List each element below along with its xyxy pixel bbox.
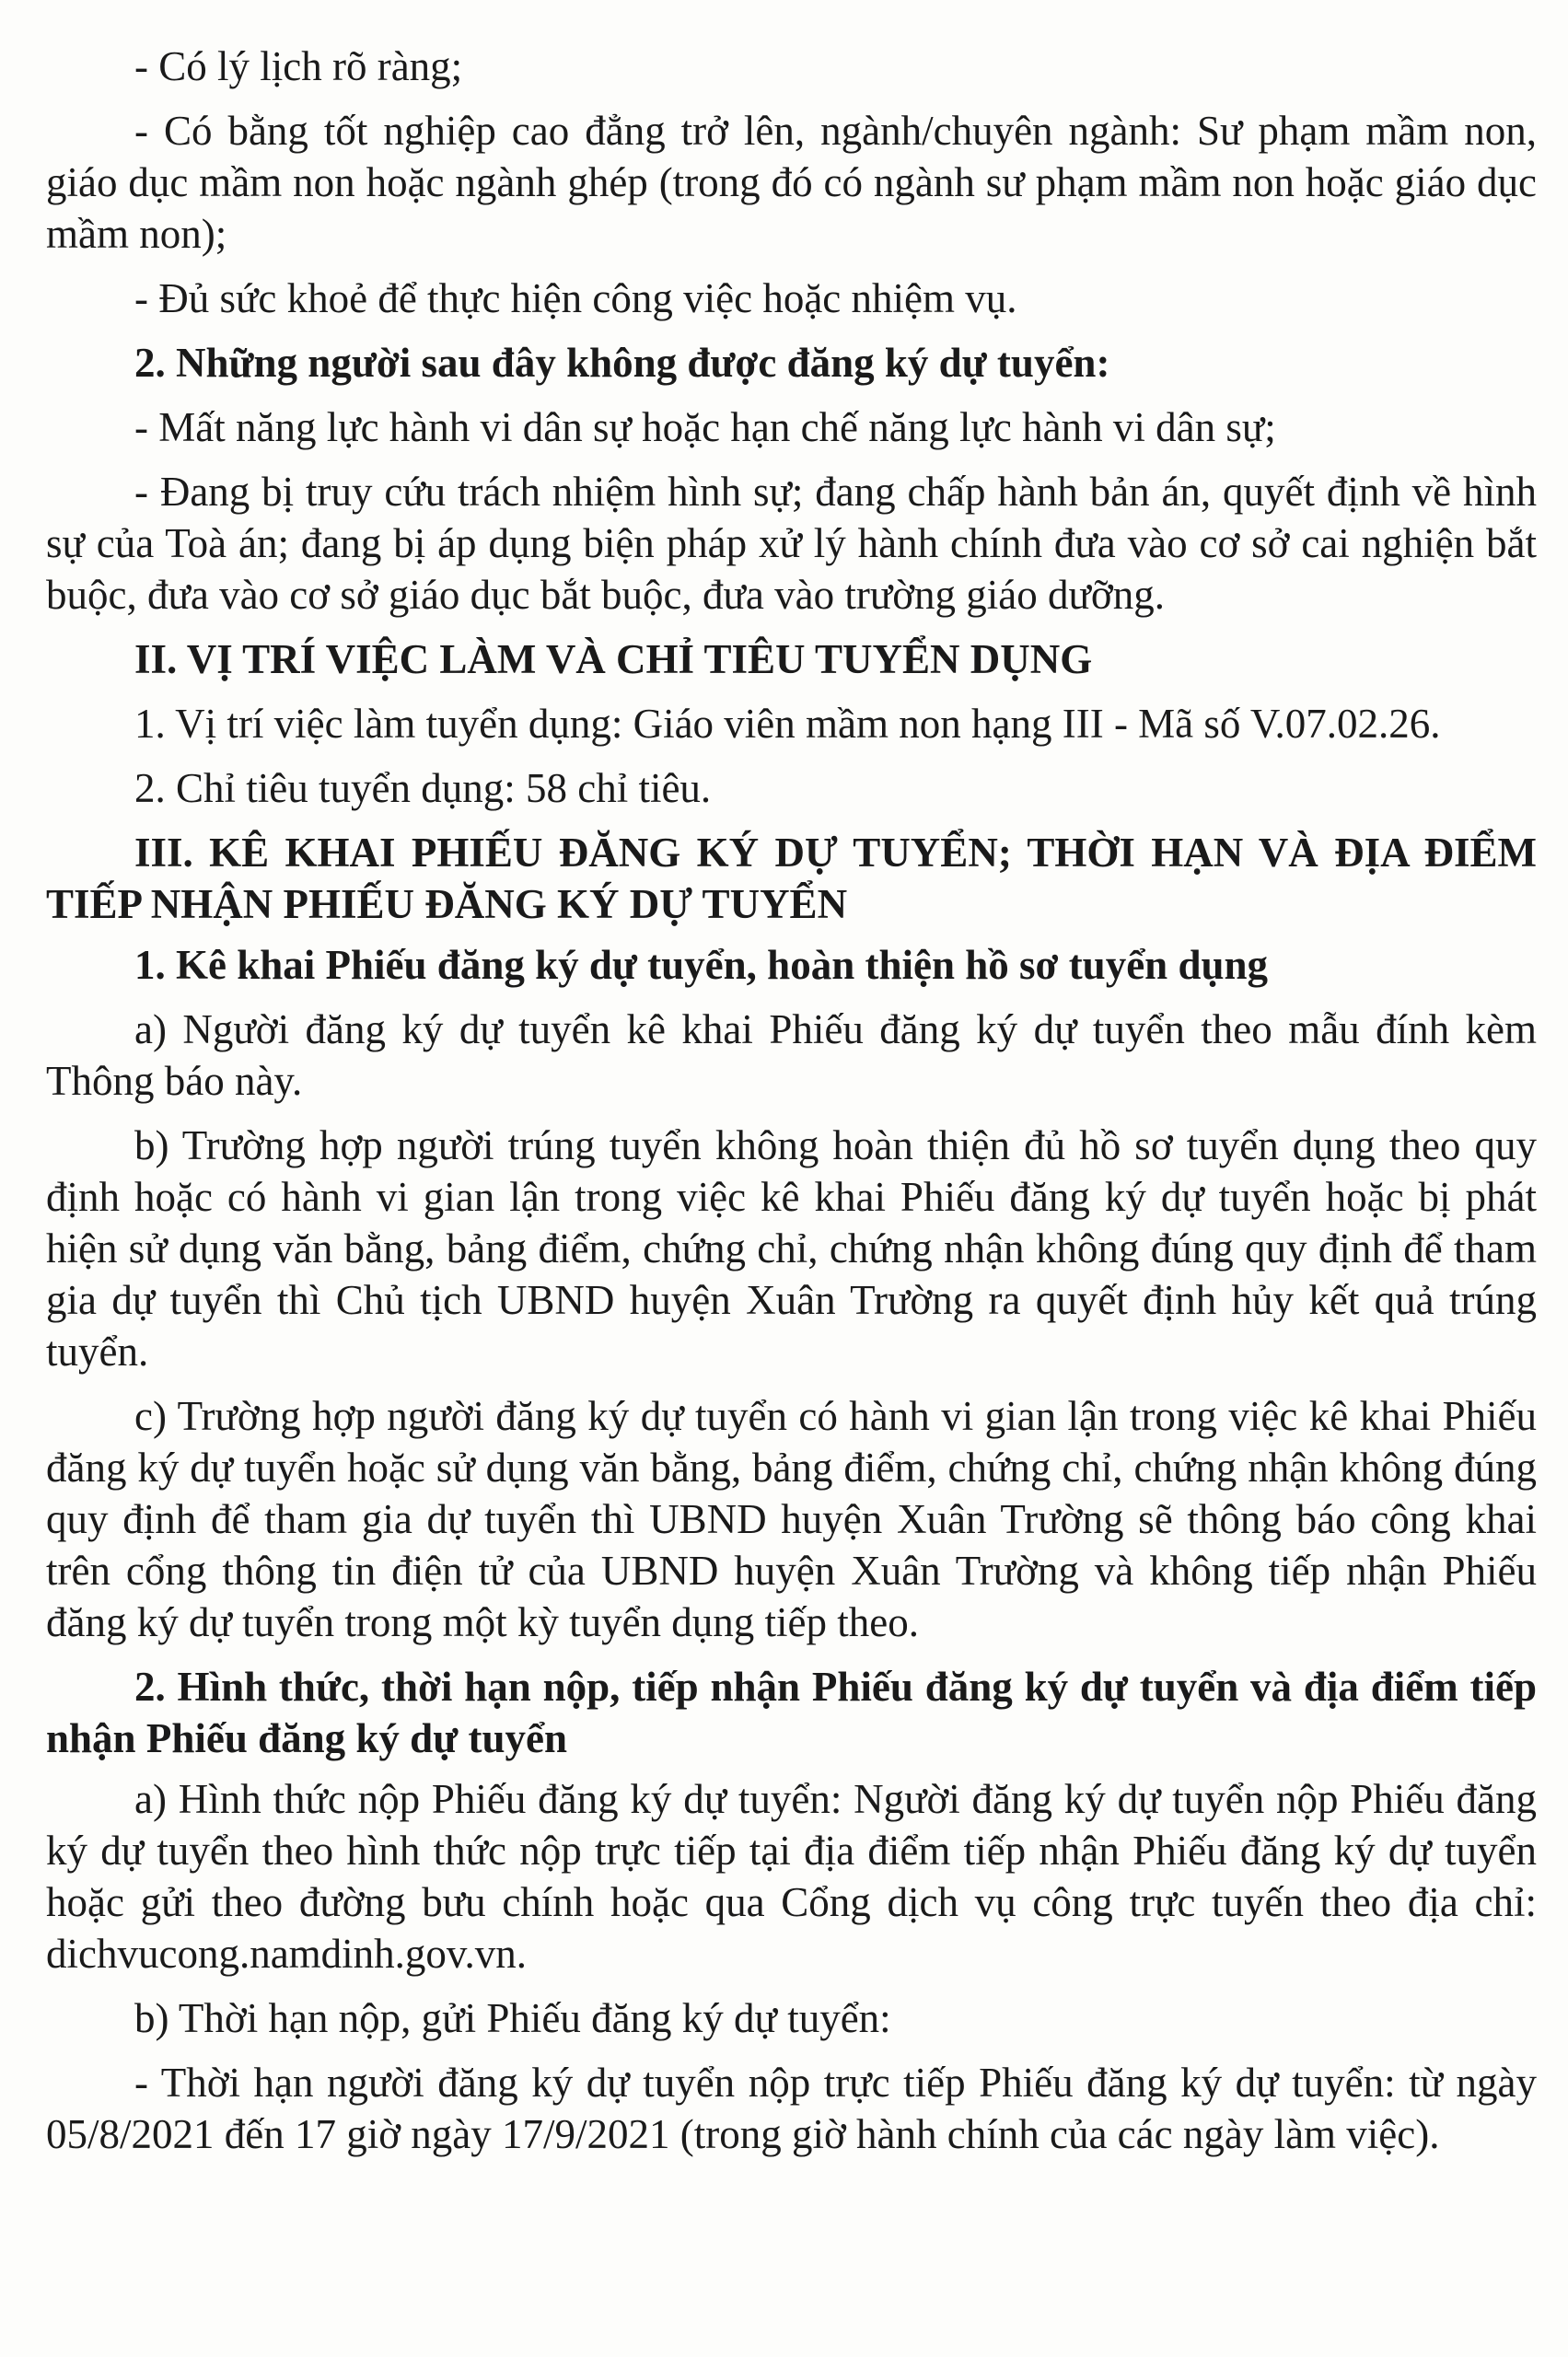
heading-ineligible-persons: 2. Những người sau đây không được đăng ký dự tuyển: [134, 340, 1110, 386]
subheading-declare-form: 1. Kê khai Phiếu đăng ký dự tuyển, hoàn thiện hồ sơ tuyển dụng [134, 942, 1269, 988]
clause-a-declare: a) Người đăng ký dự tuyển kê khai Phiếu đăng ký dự tuyển theo mẫu đính kèm Thông báo này. [46, 1006, 1537, 1104]
item-job-position: 1. Vị trí việc làm tuyển dụng: Giáo viên mầm non hạng III - Mã số V.07.02.26. [134, 701, 1441, 747]
item-recruitment-quota: 2. Chỉ tiêu tuyển dụng: 58 chỉ tiêu. [134, 765, 712, 811]
bullet-direct-submission-deadline: - Thời hạn người đăng ký dự tuyển nộp trực tiếp Phiếu đăng ký dự tuyển: từ ngày 05/8/2021 đến 17 giờ ngày 17/9/2021 (trong giờ hành chính của các ngày làm việc). [46, 2060, 1537, 2157]
bullet-criminal-liability: - Đang bị truy cứu trách nhiệm hình sự; đang chấp hành bản án, quyết định về hình sự của Toà án; đang bị áp dụng biện pháp xử lý hành chính đưa vào cơ sở cai nghiện bắt buộc, đưa vào cơ sở giáo dục bắt buộc, đưa vào trường giáo dưỡng. [46, 469, 1537, 618]
clause-a-submission-method: a) Hình thức nộp Phiếu đăng ký dự tuyển: Người đăng ký dự tuyển nộp Phiếu đăng ký dự tuyển theo hình thức nộp trực tiếp tại địa điểm tiếp nhận Phiếu đăng ký dự tuyển hoặc gửi theo đường bưu chính hoặc qua Cổng dịch vụ công trực tuyến theo địa chỉ: dichvucong.namdinh.gov.vn. [46, 1776, 1537, 1977]
section-heading-registration: III. KÊ KHAI PHIẾU ĐĂNG KÝ DỰ TUYỂN; THỜI HẠN VÀ ĐỊA ĐIỂM TIẾP NHẬN PHIẾU ĐĂNG KÝ DỰ TUYỂN [46, 830, 1537, 927]
bullet-health-requirement: - Đủ sức khoẻ để thực hiện công việc hoặc nhiệm vụ. [134, 275, 1017, 321]
bullet-degree-requirement: - Có bằng tốt nghiệp cao đẳng trở lên, ngành/chuyên ngành: Sư phạm mầm non, giáo dục mầm non hoặc ngành ghép (trong đó có ngành sư phạm mầm non hoặc giáo dục mầm non); [46, 108, 1537, 257]
subheading-submission-form: 2. Hình thức, thời hạn nộp, tiếp nhận Phiếu đăng ký dự tuyển và địa điểm tiếp nhận Phiếu đăng ký dự tuyển [46, 1664, 1537, 1761]
clause-c-fraud-notice: c) Trường hợp người đăng ký dự tuyển có hành vi gian lận trong việc kê khai Phiếu đăng ký dự tuyển hoặc sử dụng văn bằng, bảng điểm, chứng chỉ, chứng nhận không đúng quy định để tham gia dự tuyển thì UBND huyện Xuân Trường sẽ thông báo công khai trên cổng thông tin điện tử của UBND huyện Xuân Trường và không tiếp nhận Phiếu đăng ký dự tuyển trong một kỳ tuyển dụng tiếp theo. [46, 1393, 1537, 1645]
bullet-civil-capacity: - Mất năng lực hành vi dân sự hoặc hạn chế năng lực hành vi dân sự; [134, 404, 1276, 450]
clause-b-deadline: b) Thời hạn nộp, gửi Phiếu đăng ký dự tuyển: [134, 1995, 891, 2041]
clause-b-cancel-result: b) Trường hợp người trúng tuyển không hoàn thiện đủ hồ sơ tuyển dụng theo quy định hoặc có hành vi gian lận trong việc kê khai Phiếu đăng ký dự tuyển hoặc bị phát hiện sử dụng văn bằng, bảng điểm, chứng chỉ, chứng nhận không đúng quy định để tham gia dự tuyển thì Chủ tịch UBND huyện Xuân Trường ra quyết định hủy kết quả trúng tuyển. [46, 1122, 1537, 1375]
section-heading-positions-quota: II. VỊ TRÍ VIỆC LÀM VÀ CHỈ TIÊU TUYỂN DỤNG [134, 636, 1093, 682]
bullet-clear-background: - Có lý lịch rõ ràng; [134, 43, 463, 89]
